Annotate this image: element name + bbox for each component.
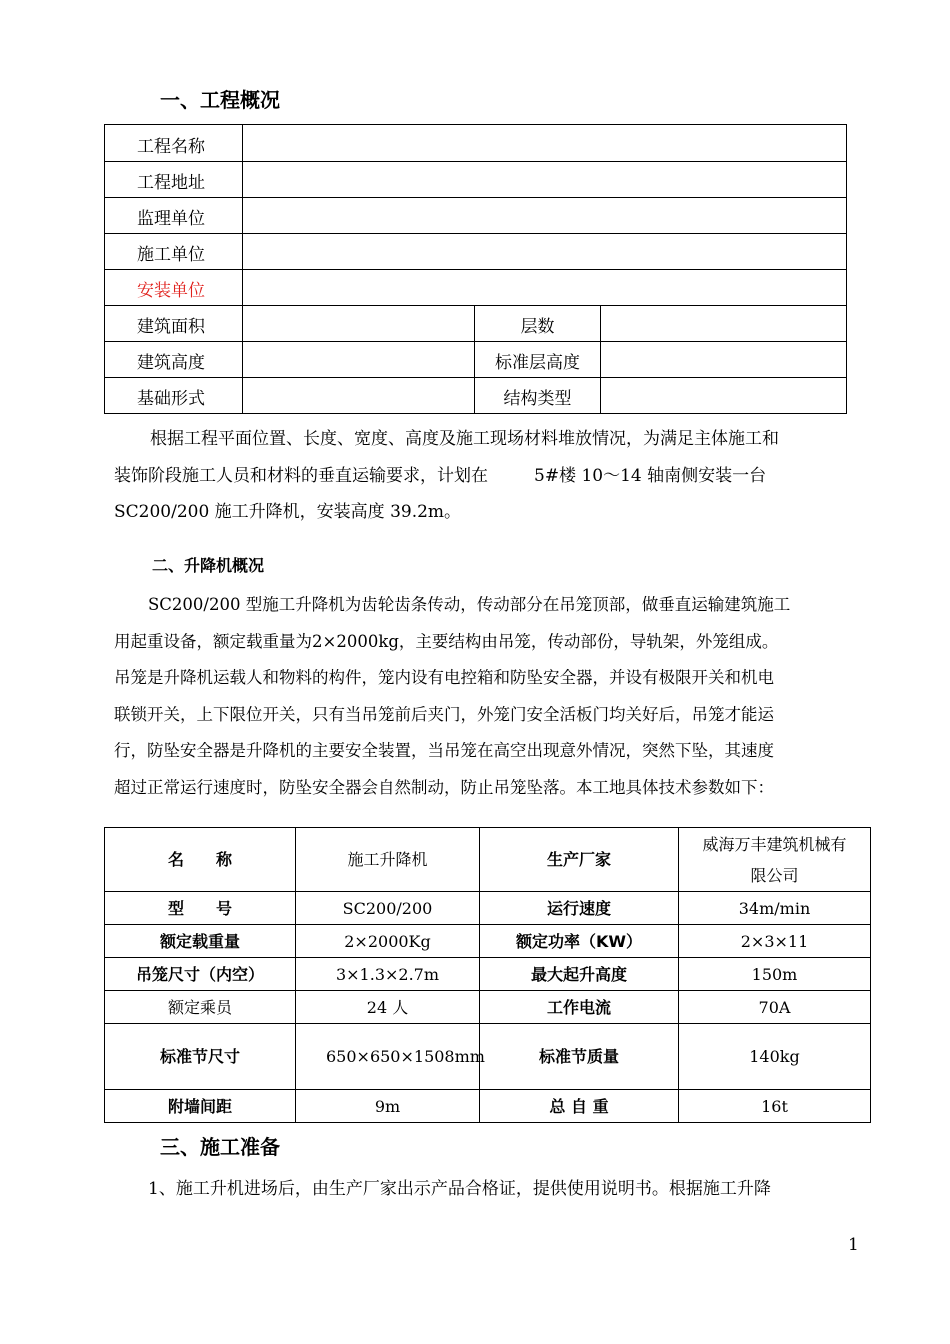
model-label: 型 号 (105, 892, 296, 925)
structure-type-value (601, 378, 847, 414)
table-row (105, 125, 847, 162)
rated-load-value: 2×2000Kg (296, 925, 480, 958)
hoist-overview-paragraph (114, 587, 878, 806)
table-row (105, 162, 847, 198)
project-name-label: 工程名称 (105, 125, 243, 162)
intro-paragraph (114, 421, 852, 531)
building-area-value (243, 306, 475, 342)
model-value: SC200/200 (296, 892, 480, 925)
name-label: 名 称 (105, 828, 296, 892)
working-current-label: 工作电流 (480, 991, 679, 1024)
manufacturer-label: 生产厂家 (480, 828, 679, 892)
building-area-label: 建筑面积 (105, 306, 243, 342)
table-row (105, 991, 871, 1024)
paragraph-line: 根据工程平面位置、长度、宽度、高度及施工现场材料堆放情况，为满足主体施工和 (150, 429, 779, 449)
standard-section-size-value: 650×650×1508mm (296, 1024, 480, 1090)
cage-size-label: 吊笼尺寸（内空） (105, 958, 296, 991)
foundation-type-label: 基础形式 (105, 378, 243, 414)
cage-size-value: 3×1.3×2.7m (296, 958, 480, 991)
paragraph-line: 行，防坠安全器是升降机的主要安全装置，当吊笼在高空出现意外情况，突然下坠，其速度 (114, 741, 774, 760)
preparation-paragraph (114, 1171, 852, 1208)
section-2-heading: 二、升降机概况 (152, 556, 265, 575)
paragraph-line: SC200/200 施工升降机，安装高度 39.2m。 (114, 502, 462, 522)
table-row (105, 306, 847, 342)
working-current-value: 70A (679, 991, 871, 1024)
paragraph-line: 吊笼是升降机运载人和物料的构件，笼内设有电控箱和防坠安全器，并设有极限开关和机电 (114, 668, 774, 687)
table-row (105, 342, 847, 378)
standard-section-mass-value: 140kg (679, 1024, 871, 1090)
paragraph-line: 联锁开关，上下限位开关，只有当吊笼前后夹门，外笼门安全活板门均关好后，吊笼才能运 (114, 704, 774, 724)
paragraph-line: 超过正常运行速度时，防坠安全器会自然制动，防止吊笼坠落。本工地具体技术参数如下： (114, 777, 774, 797)
page-number: 1 (848, 1235, 859, 1255)
section-1-heading: 一、工程概况 (160, 88, 280, 112)
standard-section-size-label: 标准节尺寸 (105, 1024, 296, 1090)
running-speed-label: 运行速度 (480, 892, 679, 925)
table-row (105, 958, 871, 991)
table-row (105, 1024, 871, 1090)
total-weight-label: 总 自 重 (480, 1090, 679, 1123)
construction-unit-value (243, 234, 847, 270)
table-row (105, 234, 847, 270)
table-row (105, 925, 871, 958)
rated-passengers-label: 额定乘员 (105, 991, 296, 1024)
manufacturer-value: 威海万丰建筑机械有限公司 (679, 828, 871, 892)
rated-load-label: 额定载重量 (105, 925, 296, 958)
installation-unit-value (243, 270, 847, 306)
foundation-type-value (243, 378, 475, 414)
total-weight-value: 16t (679, 1090, 871, 1123)
supervision-unit-label: 监理单位 (105, 198, 243, 234)
table-row (105, 1090, 871, 1123)
standard-floor-height-label: 标准层高度 (475, 342, 601, 378)
max-lifting-height-value: 150m (679, 958, 871, 991)
floors-value (601, 306, 847, 342)
installation-unit-label: 安装单位 (105, 270, 243, 306)
name-value: 施工升降机 (296, 828, 480, 892)
technical-parameters-table (104, 827, 871, 1123)
paragraph-line: 1、施工升机进场后，由生产厂家出示产品合格证，提供使用说明书。根据施工升降 (148, 1179, 771, 1199)
rated-power-value: 2×3×11 (679, 925, 871, 958)
standard-floor-height-value (601, 342, 847, 378)
standard-section-mass-label: 标准节质量 (480, 1024, 679, 1090)
project-address-value (243, 162, 847, 198)
project-overview-table (104, 124, 847, 414)
table-row (105, 828, 871, 892)
rated-passengers-value: 24 人 (296, 991, 480, 1024)
table-row (105, 198, 847, 234)
building-height-label: 建筑高度 (105, 342, 243, 378)
paragraph-fragment: 5#楼 10～14 轴南侧安装一台 (534, 465, 767, 486)
project-address-label: 工程地址 (105, 162, 243, 198)
running-speed-value: 34m/min (679, 892, 871, 925)
table-row (105, 378, 847, 414)
paragraph-line (114, 458, 852, 495)
paragraph-line: SC200/200 型施工升降机为齿轮齿条传动，传动部分在吊笼顶部，做垂直运输建筑施工 (148, 595, 791, 614)
rated-power-label: 额定功率（KW） (480, 925, 679, 958)
section-3-heading: 三、施工准备 (160, 1135, 280, 1159)
construction-unit-label: 施工单位 (105, 234, 243, 270)
table-row (105, 892, 871, 925)
max-lifting-height-label: 最大起升高度 (480, 958, 679, 991)
building-height-value (243, 342, 475, 378)
floors-label: 层数 (475, 306, 601, 342)
wall-tie-spacing-value: 9m (296, 1090, 480, 1123)
wall-tie-spacing-label: 附墙间距 (105, 1090, 296, 1123)
structure-type-label: 结构类型 (475, 378, 601, 414)
paragraph-fragment: 装饰阶段施工人员和材料的垂直运输要求，计划在 (114, 465, 488, 486)
paragraph-line: 用起重设备，额定载重量为2×2000kg，主要结构由吊笼，传动部份，导轨架，外笼组成。 (114, 631, 779, 651)
table-row (105, 270, 847, 306)
project-name-value (243, 125, 847, 162)
supervision-unit-value (243, 198, 847, 234)
